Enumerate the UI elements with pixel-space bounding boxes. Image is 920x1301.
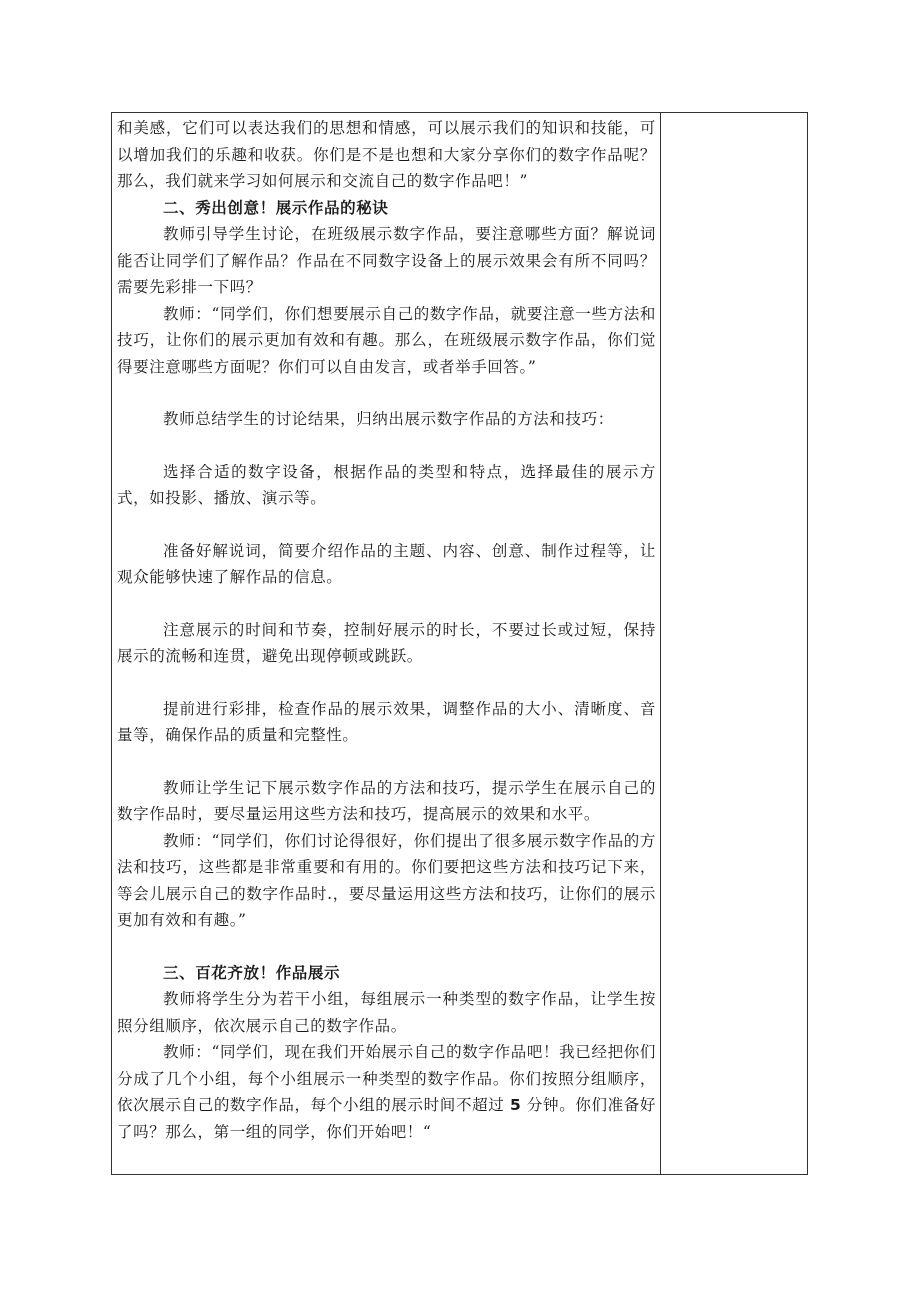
tip-timing: 注意展示的时间和节奏，控制好展示的时长，不要过长或过短，保持展示的流畅和连贯，避免出现停顿或跳跃。 — [117, 620, 656, 665]
lesson-table — [111, 112, 808, 1175]
tip-rehearsal: 提前进行彩排，检查作品的展示效果，调整作品的大小、清晰度、音量等，确保作品的质量和完整性。 — [117, 699, 656, 744]
quote-3-part-a: 教师：“同学们，现在我们开始展示自己的数字作品吧！我已经把你们分成了几个小组，每个小组展示一种类型的数字作品。你们按照分组顺序，依次展示自己的数字作品，每个小组的展示时间不超过 — [117, 1043, 656, 1114]
discussion-paragraph: 教师引导学生讨论，在班级展示数字作品，要注意哪些方面？解说词能否让同学们了解作品？作品在不同数字设备上的展示效果会有所不同吗？需要先彩排一下吗？ — [117, 225, 656, 296]
teacher-quote-1: 教师：“同学们，你们想要展示自己的数字作品，就要注意一些方法和技巧，让你们的展示更加有效和有趣。那么，在班级展示数字作品，你们觉得要注意哪些方面呢？你们可以自由发言，或者举手回答。” — [117, 304, 656, 376]
notes-cell — [661, 113, 807, 1174]
time-limit-number: 5 — [509, 1096, 522, 1114]
tip-narration: 准备好解说词，简要介绍作品的主题、内容、创意、制作过程等，让观众能够快速了解作品的信息。 — [117, 541, 656, 586]
summary-paragraph: 教师总结学生的讨论结果，归纳出展示数字作品的方法和技巧： — [163, 410, 614, 428]
content-cell — [112, 113, 660, 1145]
section-heading-3: 三、百花齐放！作品展示 — [163, 963, 341, 982]
grouping-paragraph: 教师将学生分为若干小组，每组展示一种类型的数字作品，让学生按照分组顺序，依次展示自己的数字作品。 — [117, 990, 656, 1035]
teacher-quote-2: 教师：“同学们，你们讨论得很好，你们提出了很多展示数字作品的方法和技巧，这些都是非常重要和有用的。你们要把这些方法和技巧记下来，等会儿展示自己的数字作品时.，要尽量运用这些方法和技巧，让你们的展示更加有效和有趣。” — [117, 831, 656, 929]
section-heading-2: 二、秀出创意！展示作品的秘诀 — [163, 198, 389, 217]
intro-paragraph: 和美感，它们可以表达我们的思想和情感，可以展示我们的知识和技能，可以增加我们的乐趣和收获。你们是不是也想和大家分享你们的数字作品呢？那么，我们就来学习如何展示和交流自己的数字作品吧！” — [117, 119, 656, 190]
quote-3-part-b: 分钟。你们准备好了吗？那么，第一组的同学，你们开始吧！“ — [117, 1096, 657, 1141]
tip-device: 选择合适的数字设备，根据作品的类型和特点，选择最佳的展示方式，如投影、播放、演示等。 — [117, 462, 656, 507]
note-paragraph: 教师让学生记下展示数字作品的方法和技巧，提示学生在展示自己的数字作品时，要尽量运用这些方法和技巧，提高展示的效果和水平。 — [117, 778, 656, 823]
teacher-quote-3 — [117, 1039, 656, 1145]
